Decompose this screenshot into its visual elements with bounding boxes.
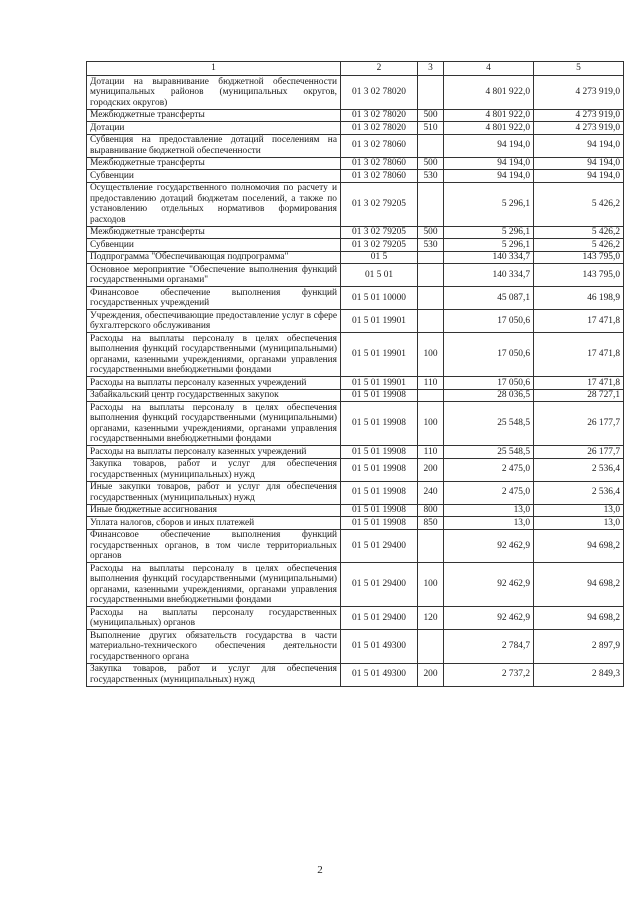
cell-expense-name: Забайкальский центр государственных закупок <box>87 389 341 402</box>
cell-expense-name: Субвенции <box>87 239 341 252</box>
cell-expense-type <box>418 182 444 226</box>
cell-amount-year-2: 94 194,0 <box>534 134 624 157</box>
cell-expense-name: Основное мероприятие "Обеспечение выполнения функций государственными органами" <box>87 264 341 287</box>
cell-amount-year-2: 94 698,2 <box>534 563 624 607</box>
cell-amount-year-2: 17 471,8 <box>534 333 624 377</box>
cell-expense-name: Расходы на выплаты персоналу казенных учреждений <box>87 377 341 390</box>
cell-expense-name: Дотации на выравнивание бюджетной обеспеченности муниципальных районов (муниципальных округов, городских округов) <box>87 76 341 110</box>
cell-expense-type <box>418 251 444 264</box>
cell-amount-year-2: 94 698,2 <box>534 607 624 630</box>
cell-amount-year-1: 13,0 <box>444 517 534 530</box>
cell-amount-year-1: 92 462,9 <box>444 607 534 630</box>
table-header-row <box>87 62 624 76</box>
cell-amount-year-2: 2 849,3 <box>534 663 624 686</box>
cell-target-code: 01 3 02 78020 <box>341 76 418 110</box>
cell-expense-type: 530 <box>418 170 444 183</box>
cell-expense-name: Расходы на выплаты персоналу в целях обеспечения выполнения функций государственными (муниципальными) органами, казенными учреждениями, органами управления государственными внебюджетными фондами <box>87 563 341 607</box>
cell-expense-name: Межбюджетные трансферты <box>87 226 341 239</box>
cell-target-code: 01 5 01 29400 <box>341 563 418 607</box>
cell-expense-name: Субвенция на предоставление дотаций поселениям на выравнивание бюджетной обеспеченности <box>87 134 341 157</box>
cell-expense-name: Расходы на выплаты персоналу в целях обеспечения выполнения функций государственными (муниципальными) органами, казенными учреждениями, органами управления государственными внебюджетными фондами <box>87 333 341 377</box>
cell-amount-year-1: 4 801 922,0 <box>444 122 534 135</box>
cell-expense-name: Учреждения, обеспечивающие предоставление услуг в сфере бухгалтерского обслуживания <box>87 310 341 333</box>
cell-expense-name: Расходы на выплаты персоналу в целях обеспечения выполнения функций государственными (муниципальными) органами, казенными учреждениями, органами управления государственными внебюджетными фондами <box>87 402 341 446</box>
cell-amount-year-2: 94 194,0 <box>534 170 624 183</box>
table-row <box>87 607 624 630</box>
cell-expense-type: 530 <box>418 239 444 252</box>
cell-amount-year-2: 13,0 <box>534 504 624 517</box>
cell-amount-year-1: 2 737,2 <box>444 663 534 686</box>
cell-expense-type <box>418 264 444 287</box>
cell-amount-year-2: 143 795,0 <box>534 251 624 264</box>
cell-expense-name: Расходы на выплаты персоналу государственных (муниципальных) органов <box>87 607 341 630</box>
cell-amount-year-1: 4 801 922,0 <box>444 76 534 110</box>
budget-table-body <box>87 62 624 687</box>
cell-amount-year-2: 17 471,8 <box>534 377 624 390</box>
cell-target-code: 01 5 <box>341 251 418 264</box>
cell-amount-year-2: 17 471,8 <box>534 310 624 333</box>
header-col-4: 4 <box>444 62 534 76</box>
table-row <box>87 287 624 310</box>
cell-target-code: 01 5 01 19908 <box>341 517 418 530</box>
table-row <box>87 517 624 530</box>
table-row <box>87 264 624 287</box>
cell-expense-type: 800 <box>418 504 444 517</box>
cell-amount-year-2: 28 727,1 <box>534 389 624 402</box>
cell-expense-type: 200 <box>418 458 444 481</box>
cell-target-code: 01 5 01 19901 <box>341 310 418 333</box>
header-col-3: 3 <box>418 62 444 76</box>
cell-amount-year-1: 13,0 <box>444 504 534 517</box>
cell-target-code: 01 3 02 78060 <box>341 134 418 157</box>
cell-expense-name: Межбюджетные трансферты <box>87 157 341 170</box>
cell-expense-name: Субвенции <box>87 170 341 183</box>
cell-expense-name: Уплата налогов, сборов и иных платежей <box>87 517 341 530</box>
cell-amount-year-1: 2 475,0 <box>444 458 534 481</box>
cell-target-code: 01 3 02 78060 <box>341 157 418 170</box>
page-number: 2 <box>317 864 323 876</box>
table-row <box>87 333 624 377</box>
cell-amount-year-2: 2 536,4 <box>534 458 624 481</box>
cell-expense-name: Осуществление государственного полномочия по расчету и предоставлению дотаций бюджетам поселений, а также по установлению отдельных нормативов формирования расходов <box>87 182 341 226</box>
table-row <box>87 170 624 183</box>
cell-target-code: 01 5 01 19908 <box>341 446 418 459</box>
cell-expense-name: Финансовое обеспечение выполнения функций государственных органов, в том числе территориальных органов <box>87 529 341 563</box>
table-row <box>87 122 624 135</box>
cell-amount-year-2: 46 198,9 <box>534 287 624 310</box>
cell-expense-name: Выполнение других обязательств государства в части материально-технического обеспечения деятельности государственного органа <box>87 630 341 664</box>
cell-target-code: 01 5 01 19908 <box>341 481 418 504</box>
cell-target-code: 01 5 01 <box>341 264 418 287</box>
cell-target-code: 01 5 01 49300 <box>341 663 418 686</box>
table-row <box>87 239 624 252</box>
cell-expense-type: 100 <box>418 563 444 607</box>
cell-amount-year-2: 94 698,2 <box>534 529 624 563</box>
cell-amount-year-1: 5 296,1 <box>444 182 534 226</box>
cell-target-code: 01 5 01 19901 <box>341 333 418 377</box>
cell-target-code: 01 3 02 78020 <box>341 122 418 135</box>
cell-amount-year-1: 28 036,5 <box>444 389 534 402</box>
table-row <box>87 377 624 390</box>
cell-amount-year-1: 25 548,5 <box>444 402 534 446</box>
budget-table-sheet <box>86 61 623 687</box>
cell-amount-year-1: 140 334,7 <box>444 264 534 287</box>
cell-expense-type: 850 <box>418 517 444 530</box>
table-row <box>87 182 624 226</box>
cell-amount-year-1: 94 194,0 <box>444 170 534 183</box>
cell-amount-year-2: 5 426,2 <box>534 226 624 239</box>
cell-expense-name: Дотации <box>87 122 341 135</box>
table-row <box>87 630 624 664</box>
cell-amount-year-1: 17 050,6 <box>444 310 534 333</box>
table-row <box>87 529 624 563</box>
table-row <box>87 109 624 122</box>
cell-target-code: 01 5 01 19908 <box>341 389 418 402</box>
cell-amount-year-1: 2 475,0 <box>444 481 534 504</box>
cell-target-code: 01 5 01 49300 <box>341 630 418 664</box>
header-col-2: 2 <box>341 62 418 76</box>
cell-target-code: 01 5 01 10000 <box>341 287 418 310</box>
cell-expense-type: 110 <box>418 446 444 459</box>
cell-target-code: 01 5 01 29400 <box>341 529 418 563</box>
cell-expense-name: Иные бюджетные ассигнования <box>87 504 341 517</box>
cell-target-code: 01 5 01 19908 <box>341 402 418 446</box>
cell-amount-year-1: 94 194,0 <box>444 134 534 157</box>
cell-amount-year-1: 140 334,7 <box>444 251 534 264</box>
cell-amount-year-1: 5 296,1 <box>444 226 534 239</box>
cell-amount-year-1: 92 462,9 <box>444 563 534 607</box>
cell-target-code: 01 3 02 78020 <box>341 109 418 122</box>
cell-amount-year-1: 45 087,1 <box>444 287 534 310</box>
table-row <box>87 458 624 481</box>
cell-expense-type <box>418 529 444 563</box>
table-row <box>87 251 624 264</box>
cell-amount-year-2: 13,0 <box>534 517 624 530</box>
cell-target-code: 01 3 02 78060 <box>341 170 418 183</box>
cell-expense-name: Закупка товаров, работ и услуг для обеспечения государственных (муниципальных) нужд <box>87 458 341 481</box>
table-row <box>87 563 624 607</box>
table-row <box>87 157 624 170</box>
cell-expense-type: 100 <box>418 333 444 377</box>
cell-amount-year-1: 94 194,0 <box>444 157 534 170</box>
cell-expense-type: 110 <box>418 377 444 390</box>
cell-amount-year-2: 4 273 919,0 <box>534 76 624 110</box>
cell-amount-year-2: 5 426,2 <box>534 182 624 226</box>
cell-expense-type: 120 <box>418 607 444 630</box>
cell-amount-year-2: 26 177,7 <box>534 402 624 446</box>
cell-expense-type: 500 <box>418 157 444 170</box>
cell-amount-year-2: 5 426,2 <box>534 239 624 252</box>
table-row <box>87 446 624 459</box>
cell-target-code: 01 3 02 79205 <box>341 226 418 239</box>
cell-amount-year-1: 2 784,7 <box>444 630 534 664</box>
cell-amount-year-1: 25 548,5 <box>444 446 534 459</box>
cell-amount-year-2: 94 194,0 <box>534 157 624 170</box>
cell-expense-name: Расходы на выплаты персоналу казенных учреждений <box>87 446 341 459</box>
cell-target-code: 01 5 01 19901 <box>341 377 418 390</box>
cell-amount-year-2: 2 897,9 <box>534 630 624 664</box>
table-row <box>87 310 624 333</box>
cell-expense-type: 200 <box>418 663 444 686</box>
budget-table <box>86 61 624 687</box>
cell-expense-type <box>418 134 444 157</box>
cell-expense-name: Межбюджетные трансферты <box>87 109 341 122</box>
cell-target-code: 01 5 01 29400 <box>341 607 418 630</box>
cell-amount-year-2: 4 273 919,0 <box>534 122 624 135</box>
header-col-5: 5 <box>534 62 624 76</box>
cell-target-code: 01 3 02 79205 <box>341 239 418 252</box>
cell-target-code: 01 5 01 19908 <box>341 458 418 481</box>
cell-target-code: 01 5 01 19908 <box>341 504 418 517</box>
cell-amount-year-1: 4 801 922,0 <box>444 109 534 122</box>
cell-amount-year-1: 5 296,1 <box>444 239 534 252</box>
table-row <box>87 504 624 517</box>
cell-expense-type: 100 <box>418 402 444 446</box>
table-row <box>87 134 624 157</box>
cell-expense-type: 500 <box>418 109 444 122</box>
cell-amount-year-2: 26 177,7 <box>534 446 624 459</box>
cell-expense-type: 510 <box>418 122 444 135</box>
cell-expense-name: Финансовое обеспечение выполнения функций государственных учреждений <box>87 287 341 310</box>
cell-amount-year-2: 2 536,4 <box>534 481 624 504</box>
table-row <box>87 402 624 446</box>
cell-expense-type: 500 <box>418 226 444 239</box>
table-row <box>87 226 624 239</box>
cell-expense-type <box>418 389 444 402</box>
cell-expense-name: Подпрограмма "Обеспечивающая подпрограмма" <box>87 251 341 264</box>
table-row <box>87 389 624 402</box>
cell-expense-type: 240 <box>418 481 444 504</box>
header-col-1: 1 <box>87 62 341 76</box>
cell-expense-type <box>418 76 444 110</box>
cell-expense-type <box>418 630 444 664</box>
cell-amount-year-1: 17 050,6 <box>444 333 534 377</box>
cell-amount-year-1: 17 050,6 <box>444 377 534 390</box>
cell-expense-type <box>418 310 444 333</box>
cell-amount-year-2: 143 795,0 <box>534 264 624 287</box>
cell-amount-year-1: 92 462,9 <box>444 529 534 563</box>
cell-expense-name: Закупка товаров, работ и услуг для обеспечения государственных (муниципальных) нужд <box>87 663 341 686</box>
cell-expense-type <box>418 287 444 310</box>
table-row <box>87 663 624 686</box>
table-row <box>87 76 624 110</box>
cell-amount-year-2: 4 273 919,0 <box>534 109 624 122</box>
cell-expense-name: Иные закупки товаров, работ и услуг для обеспечения государственных (муниципальных) нужд <box>87 481 341 504</box>
table-row <box>87 481 624 504</box>
cell-target-code: 01 3 02 79205 <box>341 182 418 226</box>
